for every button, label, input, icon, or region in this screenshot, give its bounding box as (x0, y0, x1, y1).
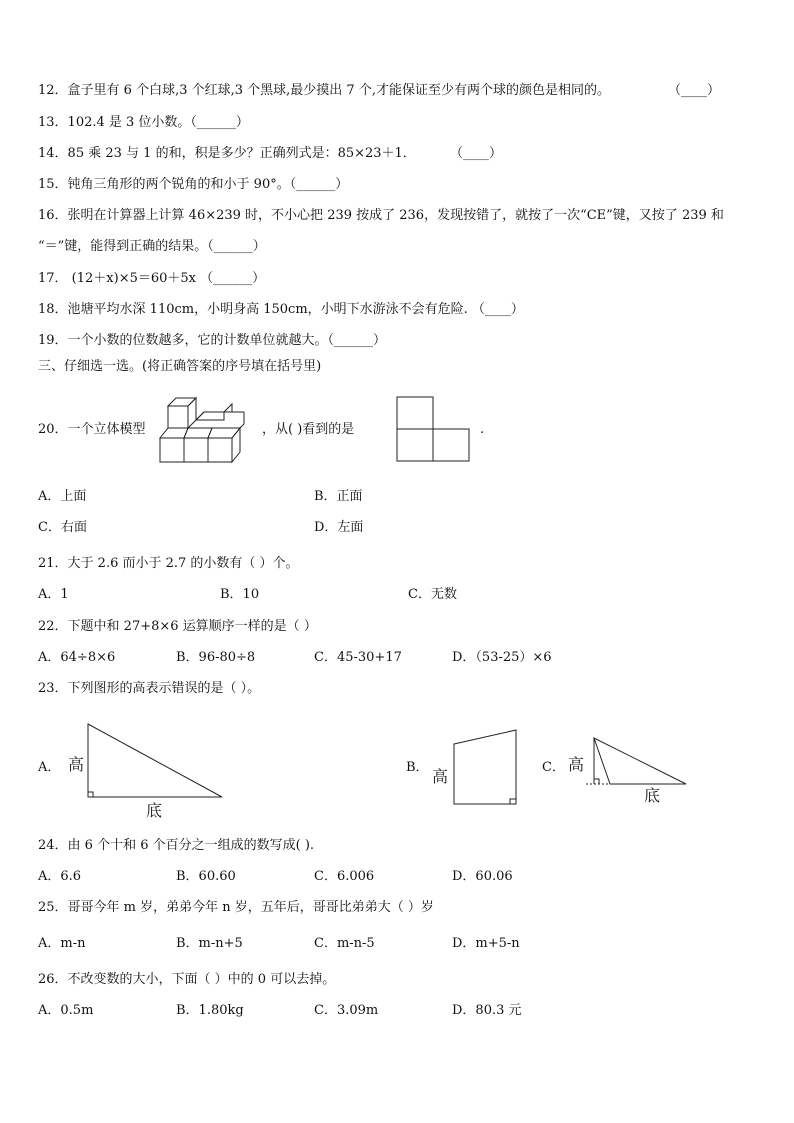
question-26 (38, 971, 335, 989)
answer-blank[interactable]: （____） (450, 146, 503, 161)
question-number: 21． (38, 556, 68, 571)
question-number: 12． (38, 83, 68, 98)
option-c[interactable]: C．右面 (38, 520, 87, 535)
option-c[interactable]: C．6.006 (314, 869, 375, 884)
answer-blank[interactable]: （____） (668, 83, 721, 98)
question-text: 哥哥今年 m 岁，弟弟今年 n 岁，五年后，哥哥比弟弟大（ ）岁 (67, 900, 434, 915)
question-text: 下列图形的高表示错误的是（ ）。 (67, 681, 261, 696)
question-number: 17． (38, 271, 68, 286)
question-text: 盒子里有 6 个白球,3 个红球,3 个黑球,最少摸出 7 个,才能保证至少有两个球的颜色是相同的。 (67, 83, 610, 98)
question-number: 13． (38, 115, 68, 130)
question-text: 张明在计算器上计算 46×239 时，不小心把 239 按成了 236，发现按错了，就按了一次“CE”键，又按了 239 和 (67, 208, 724, 223)
question-24 (38, 837, 314, 855)
option-a[interactable]: A．0.5m (38, 1003, 94, 1018)
question-25 (38, 899, 434, 917)
label-gao: 高 (432, 769, 449, 786)
question-text: 大于 2.6 而小于 2.7 的小数有（ ）个。 (67, 556, 299, 571)
option-b[interactable]: B． (406, 760, 429, 775)
question-23 (38, 680, 260, 698)
question-text: 85 乘 23 与 1 的和，积是多少？正确列式是：85×23＋1． (67, 146, 416, 161)
question-text: 钝角三角形的两个锐角的和小于 90°。（______） (67, 177, 349, 192)
option-a[interactable]: A．上面 (38, 489, 87, 504)
question-number: 26． (38, 972, 68, 987)
question-number: 19． (38, 333, 68, 348)
period: . (480, 422, 485, 437)
option-b[interactable]: B．1.80kg (176, 1003, 244, 1018)
question-14 (38, 145, 416, 163)
option-d[interactable]: D．m+5-n (452, 936, 520, 951)
section-heading: 三、仔细选一选。(将正确答案的序号填在括号里) (38, 359, 322, 374)
question-text: 102.4 是 3 位小数。（______） (67, 115, 249, 130)
question-text: (12＋x)×5＝60＋5x （______） (67, 271, 266, 286)
option-b[interactable]: B．96-80÷8 (176, 650, 256, 665)
label-di: 底 (146, 803, 163, 820)
option-d[interactable]: D．80.3 元 (452, 1003, 522, 1018)
option-c[interactable]: C．无数 (408, 587, 457, 602)
question-16-continued: “＝”键，能得到正确的结果。（______） (38, 239, 266, 254)
view-shape-figure (396, 396, 472, 462)
question-text: 不改变数的大小，下面（ ）中的 0 可以去掉。 (67, 972, 336, 987)
option-b[interactable]: B．60.60 (176, 869, 236, 884)
question-22 (38, 618, 317, 636)
cube-model-figure (158, 396, 248, 464)
question-20 (38, 421, 146, 439)
option-c[interactable]: C．45-30+17 (314, 650, 402, 665)
question-12 (38, 82, 610, 100)
label-gao: 高 (568, 757, 585, 774)
label-di: 底 (644, 788, 661, 805)
question-number: 24． (38, 838, 68, 853)
option-a[interactable]: A．1 (38, 587, 69, 602)
question-text: 一个立体模型 (67, 422, 146, 437)
question-number: 25． (38, 900, 68, 915)
option-c[interactable]: C．3.09m (314, 1003, 379, 1018)
option-c[interactable]: C．m-n-5 (314, 936, 375, 951)
option-a[interactable]: A．6.6 (38, 869, 82, 884)
question-number: 23． (38, 681, 68, 696)
option-a[interactable]: A． (38, 760, 61, 775)
triangle-a-figure (66, 720, 226, 820)
option-d[interactable]: D．60.06 (452, 869, 513, 884)
option-a[interactable]: A．64÷8×6 (38, 650, 116, 665)
question-number: 14． (38, 146, 68, 161)
label-gao: 高 (68, 757, 85, 774)
trapezoid-b-figure (430, 726, 522, 808)
question-text: 池塘平均水深 110cm，小明身高 150cm，小明下水游泳不会有危险. （____） (67, 302, 524, 317)
question-text: 下题中和 27+8×6 运算顺序一样的是（ ） (67, 619, 317, 634)
question-number: 22． (38, 619, 68, 634)
question-number: 20． (38, 422, 68, 437)
option-c[interactable]: C． (542, 760, 565, 775)
question-19 (38, 332, 386, 350)
question-number: 16． (38, 208, 68, 223)
question-18 (38, 301, 524, 319)
question-15 (38, 176, 348, 194)
option-a[interactable]: A．m-n (38, 936, 86, 951)
option-b[interactable]: B．m-n+5 (176, 936, 243, 951)
question-20-prompt: ，从( )看到的是 (262, 422, 355, 437)
question-number: 18． (38, 302, 68, 317)
triangle-c-figure (566, 730, 690, 806)
question-number: 15． (38, 177, 68, 192)
question-17 (38, 270, 265, 288)
question-text: 一个小数的位数越多，它的计数单位就越大。（______） (67, 333, 387, 348)
option-b[interactable]: B．10 (220, 587, 260, 602)
question-21 (38, 555, 299, 573)
option-d[interactable]: D．（53-25）×6 (452, 650, 552, 665)
option-d[interactable]: D．左面 (314, 520, 364, 535)
option-b[interactable]: B．正面 (314, 489, 363, 504)
question-text: 由 6 个十和 6 个百分之一组成的数写成( ). (67, 838, 315, 853)
question-13 (38, 114, 249, 132)
question-16 (38, 207, 724, 225)
